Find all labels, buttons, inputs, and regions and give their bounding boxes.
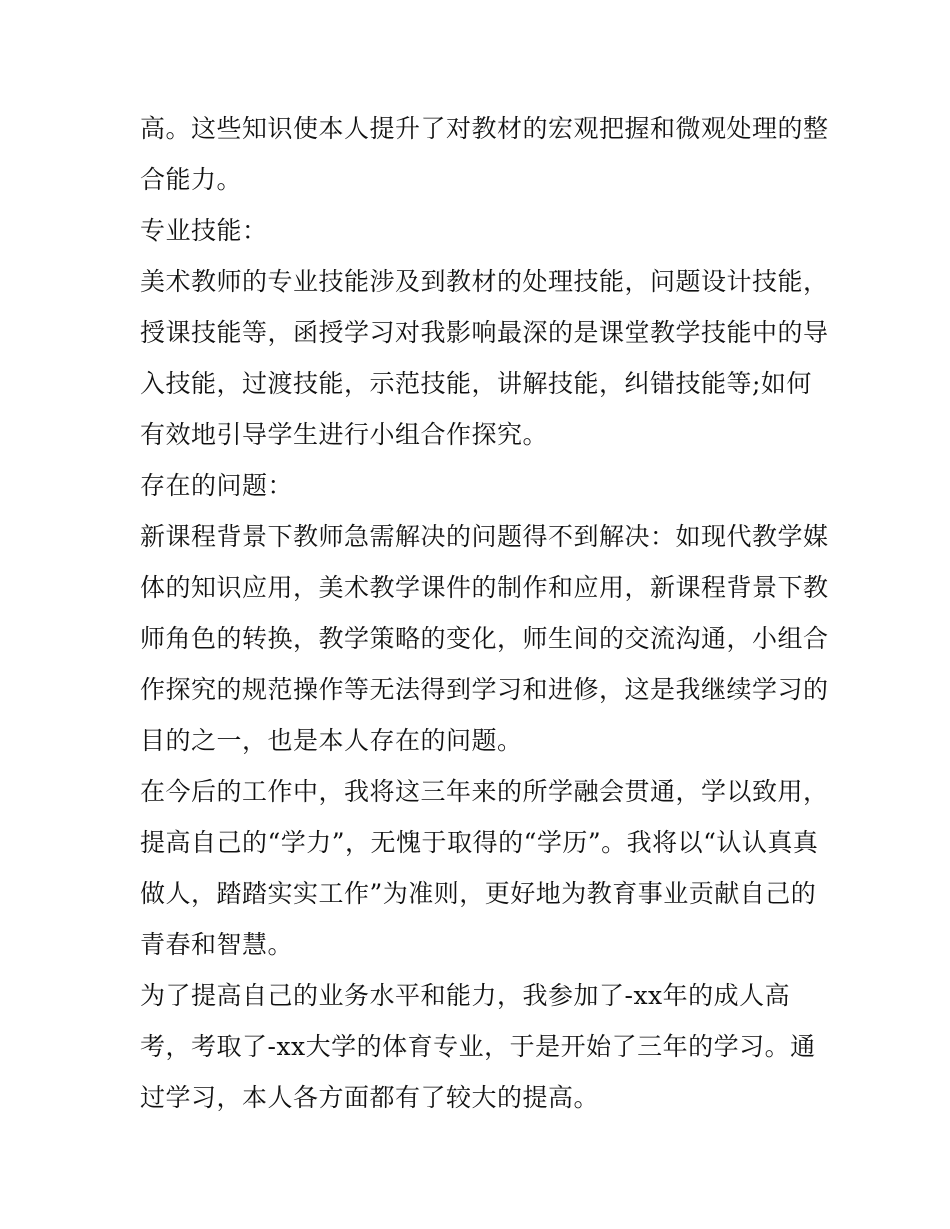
text-line: 高。这些知识使本人提升了对教材的宏观把握和微观处理的整 xyxy=(140,114,829,143)
text-line: 为了提高自己的业务水平和能力，我参加了-xx年的成人高 xyxy=(140,981,791,1010)
text-line: 过学习，本人各方面都有了较大的提高。 xyxy=(140,1083,600,1112)
text-line: 体的知识应用，美术教学课件的制作和应用，新课程背景下教 xyxy=(140,573,829,602)
text-line: 入技能，过渡技能，示范技能，讲解技能，纠错技能等;如何 xyxy=(140,369,812,398)
text-line: 目的之一，也是本人存在的问题。 xyxy=(140,726,523,755)
text-line: 考，考取了-xx大学的体育专业，于是开始了三年的学习。通 xyxy=(140,1032,816,1061)
text-line: 青春和智慧。 xyxy=(140,930,294,959)
text-line: 合能力。 xyxy=(140,165,243,194)
document-body xyxy=(140,103,830,1123)
text-line: 师角色的转换，教学策略的变化，师生间的交流沟通，小组合 xyxy=(140,624,829,653)
text-line: 有效地引导学生进行小组合作探究。 xyxy=(140,420,549,449)
text-line: 做人，踏踏实实工作”为准则，更好地为教育事业贡献自己的 xyxy=(140,879,817,908)
text-line: 美术教师的专业技能涉及到教材的处理技能，问题设计技能， xyxy=(140,267,829,296)
text-line: 提高自己的“学力”，无愧于取得的“学历”。我将以“认认真真 xyxy=(140,828,819,857)
text-line: 新课程背景下教师急需解决的问题得不到解决：如现代教学媒 xyxy=(140,522,829,551)
text-line: 在今后的工作中，我将这三年来的所学融会贯通，学以致用， xyxy=(140,777,829,806)
text-line: 作探究的规范操作等无法得到学习和进修，这是我继续学习的 xyxy=(140,675,829,704)
text-line: 授课技能等，函授学习对我影响最深的是课堂教学技能中的导 xyxy=(140,318,829,347)
section-heading: 存在的问题： xyxy=(140,471,294,500)
section-heading: 专业技能： xyxy=(140,216,268,245)
